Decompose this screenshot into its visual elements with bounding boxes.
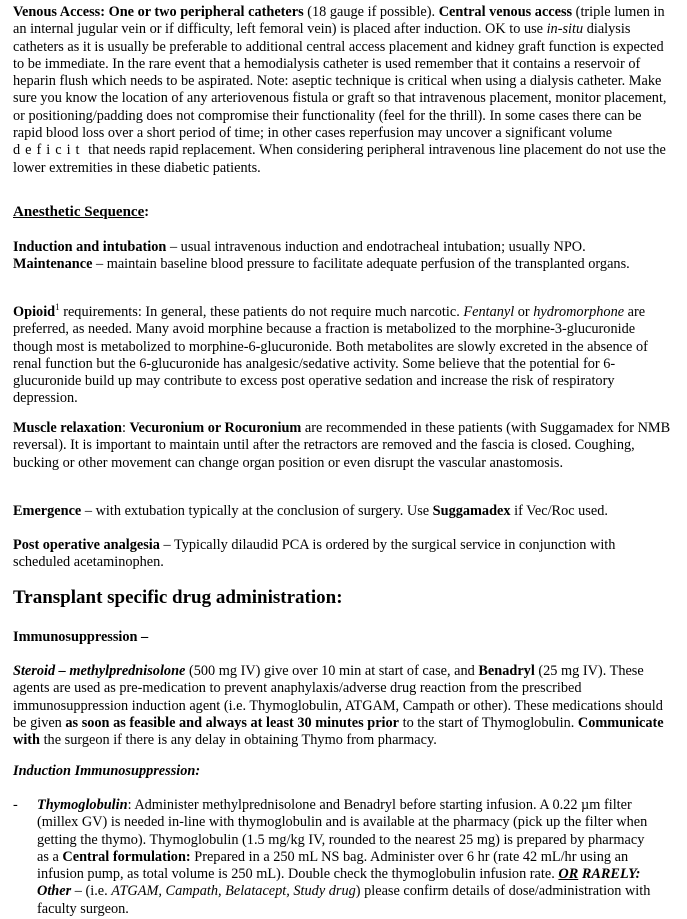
steroid-text-2: (25 mg IV). These agents are used as pre-medication to prevent anaphylaxis/adverse drug reaction from the prescribed immunosuppression induction agent (i.e. Thymoglobulin, ATGAM, Campath or other). These medications should be given [13, 663, 663, 731]
steroid-text-4: the surgeon if there is any delay in obtaining Thymo from pharmacy. [40, 732, 437, 749]
footnote-marker: 1 [55, 302, 60, 313]
in-situ-text: in-situ [546, 21, 584, 38]
thymo-text-4: ) please confirm details of dose/administration with faculty surgeon. [37, 883, 651, 917]
opioid-text-1: requirements: In general, these patients do not require much narcotic. [59, 304, 464, 320]
opioid-text-2: are preferred, as needed. Many avoid morphine because a fraction is metabolized to the morphine-3-glucuronide though most is metabolized to morphine-6-glucuronide. Both metabolites are slowly excreted in the absence of renal function but the 6-glucuronide has analgesic/sedative activity. Some believe that the potential for 6-glucuronide build up may contribute to excess post operative sedation and increase the risk of respiratory depression. [13, 304, 648, 407]
venous-text-2: (triple lumen in an internal jugular vein or if difficulty, left femoral vein) is placed after induction. OK to use [13, 4, 665, 38]
thymo-text-3: – (i.e. [71, 883, 112, 900]
muscle-drugs-text: Vecuronium or Rocuronium [129, 420, 302, 436]
heading-colon: : [144, 204, 150, 220]
thymoglobulin-label: Thymoglobulin [37, 797, 128, 813]
central-venous-access-text: Central venous access [438, 4, 573, 20]
venous-text-1: (18 gauge if possible). [303, 4, 439, 20]
anesthetic-sequence-heading [13, 204, 673, 221]
fentanyl-text: Fentanyl [463, 304, 515, 320]
induction-label: Induction and intubation [13, 239, 167, 255]
steroid-paragraph [13, 663, 673, 749]
communicate-text: Communicate with [13, 714, 664, 749]
transplant-drug-heading: Transplant specific drug administration: [13, 587, 343, 608]
anesthetic-sequence-title: Anesthetic Sequence [13, 204, 145, 220]
timing-emphasis: as soon as feasible and always at least 30 minutes prior [65, 714, 400, 731]
steroid-text-3: to the start of Thymoglobulin. [399, 714, 578, 731]
peripheral-catheters-text: One or two peripheral catheters [108, 4, 304, 20]
suggamadex-text: Suggamadex [432, 503, 511, 519]
postop-analgesia-paragraph [13, 537, 673, 572]
emergence-text-1: – with extubation typically at the conclusion of surgery. Use [81, 503, 433, 519]
induction-maintenance-paragraph [13, 239, 673, 274]
thymoglobulin-list-item [13, 797, 673, 918]
thymoglobulin-body [37, 797, 657, 918]
muscle-text: are recommended in these patients (with Suggamadex for NMB reversal). It is important to maintain until after the retractors are removed and the fascia is closed. Coughing, bucking or other movement can change organ position or even disrupt the vascular anastomosis. [13, 420, 671, 471]
emergence-paragraph [13, 503, 673, 520]
postop-label: Post operative analgesia [13, 537, 160, 553]
muscle-relaxation-label: Muscle relaxation [13, 420, 122, 436]
benadryl-text: Benadryl [478, 663, 535, 679]
thymo-text-2: Prepared in a 250 mL NS bag. Administer over 6 hr (rate 42 mL/hr using an infusion pump, as total volume is 250 mL). Double check the thymoglobulin infusion rate. [37, 848, 629, 883]
venous-access-label: Venous Access: [13, 4, 106, 20]
rarely-other-text: RARELY: Other [37, 866, 641, 900]
maintenance-text: – maintain baseline blood pressure to facilitate adequate perfusion of the transplanted organs. [92, 256, 630, 273]
opioid-label: Opioid [13, 304, 56, 320]
or-underlined: OR [558, 866, 579, 883]
other-agents-text: ATGAM, Campath, Belatacept, Study drug [111, 883, 356, 900]
emergence-label: Emergence [13, 503, 82, 519]
central-formulation-text: Central formulation: [62, 848, 191, 865]
steroid-text-1: (500 mg IV) give over 10 min at start of case, and [185, 663, 479, 679]
venous-access-paragraph [13, 4, 673, 177]
immunosuppression-heading: Immunosuppression – [13, 629, 149, 645]
opioid-paragraph [13, 304, 673, 408]
muscle-relaxation-paragraph [13, 420, 673, 472]
steroid-label: Steroid – methylprednisolone [13, 663, 186, 679]
induction-text: – usual intravenous induction and endotracheal intubation; usually NPO. [166, 239, 586, 255]
or-text: or [514, 304, 534, 320]
venous-text-4: that needs rapid replacement. When considering peripheral intravenous line placement do not use the lower extremities in these diabetic patients. [13, 142, 666, 176]
thymo-text-1: : Administer methylprednisolone and Benadryl before starting infusion. A 0.22 µm filter (millex GV) is needed in-line with thymoglobulin and is available at the pharmacy (pick up the filter when getting the thymo). Thymoglobulin (1.5 mg/kg IV, rounded to the nearest 25 mg) is prepared by pharmacy as a [37, 797, 648, 865]
deficit-text: deficit [13, 142, 85, 159]
induction-immunosuppression-heading: Induction Immunosuppression: [13, 763, 201, 779]
hydromorphone-text: hydromorphone [533, 304, 625, 320]
venous-text-3: dialysis catheters as it is usually be preferable to additional central access placement and kidney graft function is expected to be immediate. In the rare event that a hemodialysis catheter is used remember that it contains a reservoir of heparin flush which needs to be aspirated. Note: aseptic technique is critical when using a dialysis catheter. Make sure you know the location of any arteriovenous fistula or graft so that intravenous placement, monitor placement, or positioning/padding does not compromise their functionality (feel for the thrill). In some cases there can be rapid blood loss over a short period of time; in other cases reperfusion may uncover a significant volume [13, 21, 667, 142]
bullet-dash: - [13, 797, 18, 813]
maintenance-label: Maintenance [13, 256, 93, 273]
postop-text: – Typically dilaudid PCA is ordered by the surgical service in conjunction with scheduled acetaminophen. [13, 537, 616, 571]
muscle-colon: : [121, 420, 130, 436]
emergence-text-2: if Vec/Roc used. [510, 503, 608, 519]
